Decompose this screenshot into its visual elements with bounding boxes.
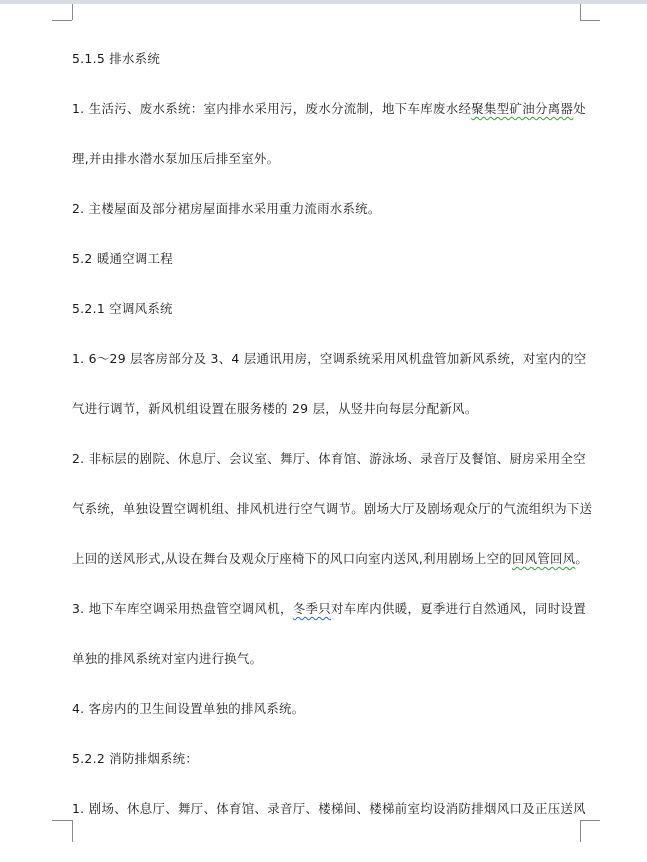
heading-5-2-2: 5.2.2 消防排烟系统： bbox=[72, 751, 199, 766]
text-run: 3. 地下车库空调采用热盘管空调风机， bbox=[72, 601, 293, 616]
paragraph-line: 气进行调节，新风机组设置在服务楼的 29 层，从竖井向每层分配新风。 bbox=[72, 401, 478, 416]
heading-5-2-1: 5.2.1 空调风系统 bbox=[72, 301, 173, 316]
paragraph-line bbox=[72, 534, 589, 584]
paragraph-line bbox=[72, 84, 586, 134]
paragraph-line: 2. 主楼屋面及部分裙房屋面排水采用重力流雨水系统。 bbox=[72, 201, 381, 216]
spelling-flag[interactable]: 冬季只 bbox=[292, 601, 332, 616]
paragraph-line: 4. 客房内的卫生间设置单独的排风系统。 bbox=[72, 701, 305, 716]
paragraph-line: 2. 非标层的剧院、休息厅、会议室、舞厅、体育馆、游泳场、录音厅及餐馆、厨房采用全空 bbox=[72, 451, 586, 466]
paragraph-line: 气系统，单独设置空调机组、排风机进行空气调节。剧场大厅及剧场观众厅的气流组织为下送 bbox=[72, 501, 593, 516]
paragraph-line: 1. 6～29 层客房部分及 3、4 层通讯用房，空调系统采用风机盘管加新风系统，对室内的空 bbox=[72, 351, 587, 366]
heading-5-2: 5.2 暖通空调工程 bbox=[72, 251, 173, 266]
text-run: 处 bbox=[573, 101, 586, 116]
grammar-flag[interactable]: 聚集型矿油分离器 bbox=[471, 101, 574, 116]
text-run: 1. 生活污、废水系统：室内排水采用污，废水分流制，地下车库废水经 bbox=[72, 101, 472, 116]
paragraph-line: 理,并由排水潜水泵加压后排至室外。 bbox=[72, 151, 280, 166]
ruler-strip bbox=[0, 0, 647, 4]
grammar-flag[interactable]: 回风管回风 bbox=[511, 551, 576, 566]
text-run: 。 bbox=[575, 551, 589, 566]
heading-5-1-5: 5.1.5 排水系统 bbox=[72, 51, 161, 66]
text-run: 上回的送风形式,从设在舞台及观众厅座椅下的风口向室内送风,利用剧场上空的 bbox=[72, 551, 512, 566]
document-body[interactable] bbox=[72, 34, 593, 834]
paragraph-line: 单独的排风系统对室内进行换气。 bbox=[72, 651, 263, 666]
paragraph-line: 1. 剧场、休息厅、舞厅、体育馆、录音厅、楼梯间、楼梯前室均设消防排烟风口及正压送风 bbox=[72, 801, 586, 816]
paragraph-line bbox=[72, 584, 586, 634]
text-run: 对车库内供暖，夏季进行自然通风，同时设置 bbox=[331, 601, 587, 616]
